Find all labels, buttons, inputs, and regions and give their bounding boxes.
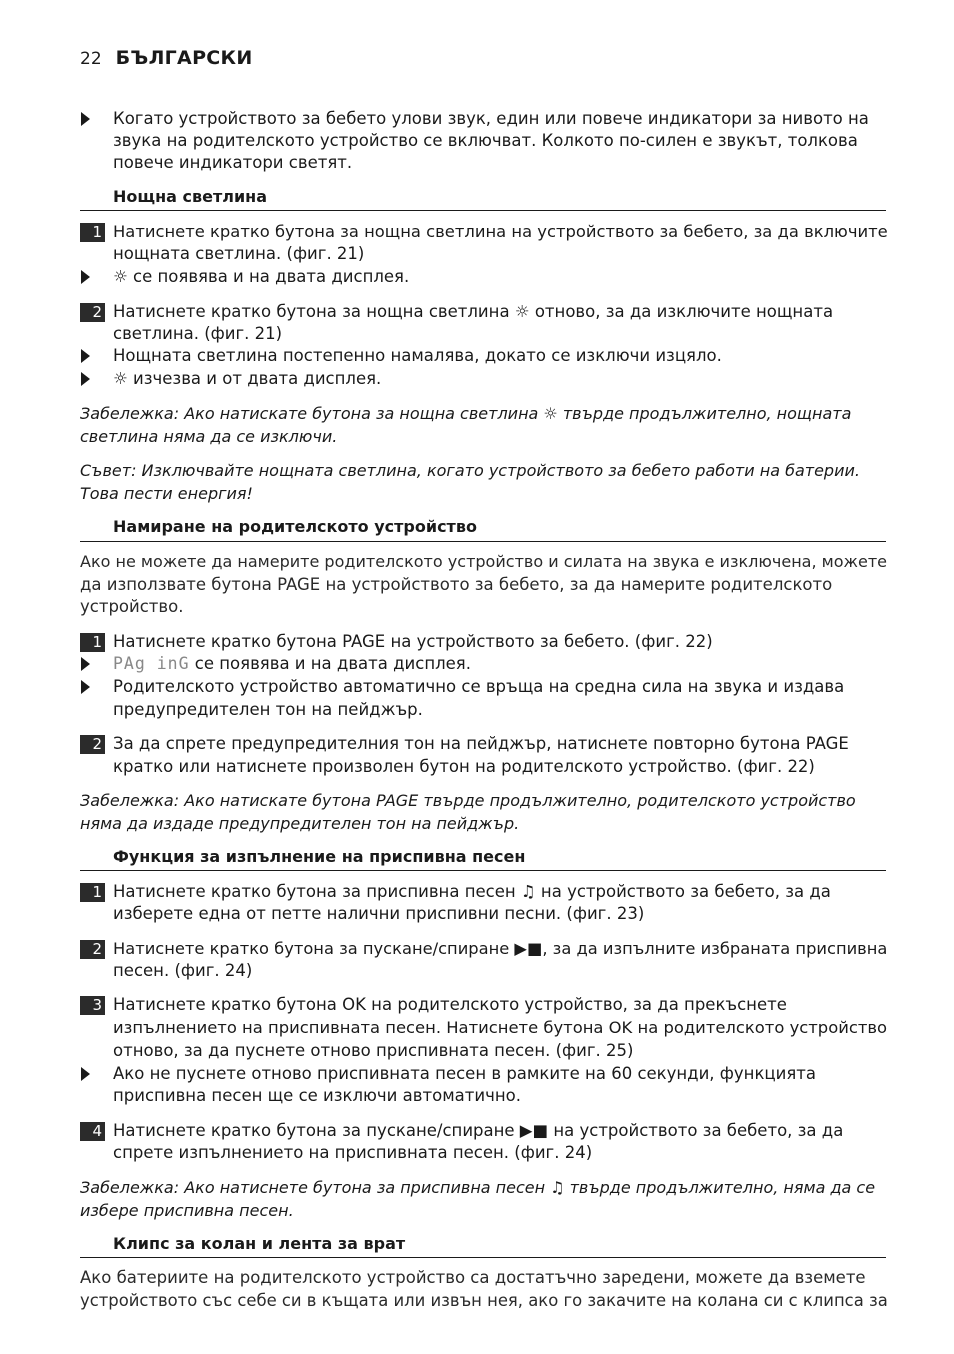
- bullet-line: Ако не пуснете отново приспивната песен в рамките на 60 секунди, функцията: [113, 1064, 817, 1083]
- step-number: 4: [80, 1122, 105, 1141]
- bullet-text: се появява и на двата дисплея.: [189, 654, 471, 673]
- step-line: спрете изпълнението на приспивната песен. (фиг. 24): [113, 1143, 593, 1162]
- intro-line: повече индикатори светят.: [113, 153, 353, 172]
- section-title-lullaby: Функция за изпълнение на приспивна песен: [113, 847, 526, 866]
- note-line: светлина няма да се изключи.: [80, 427, 338, 446]
- step-number: 2: [80, 940, 105, 959]
- paragraph-line: да използвате бутона PAGE на устройството за бебето, за да намерите родителското: [80, 575, 833, 594]
- bullet-line: предупредителен тон на пейджър.: [113, 700, 423, 719]
- section-rule: [80, 1257, 886, 1258]
- bullet-icon: [81, 270, 90, 284]
- bullet-icon: [81, 349, 90, 363]
- step-line: отново, за да пуснете отново приспивната песен. (фиг. 25): [113, 1041, 634, 1060]
- note-line: Забележка: Ако натискате бутона PAGE твърде продължително, родителското устройство: [80, 791, 856, 810]
- section-title-night-light: Нощна светлина: [113, 187, 268, 206]
- note-line: Забележка: Ако натиснете бутона за приспивна песен ♫ твърде продължително, няма да се: [80, 1178, 876, 1197]
- bullet-icon: [81, 372, 90, 386]
- step-line: Натиснете кратко бутона за приспивна песен ♫ на устройството за бебето, за да: [113, 882, 831, 901]
- step-number: 3: [80, 996, 105, 1015]
- note-line: избере приспивна песен.: [80, 1201, 294, 1220]
- bullet-line: [113, 653, 471, 675]
- paragraph-line: устройството със себе си в къщата или извън нея, ако го закачите на колана си с клипса за: [80, 1291, 888, 1310]
- section-rule: [80, 541, 886, 542]
- step-number: 1: [80, 223, 105, 242]
- lcd-display-text: PAg inG: [113, 654, 190, 673]
- step-line: Натиснете кратко бутона за нощна светлина ☼ отново, за да изключите нощната: [113, 302, 834, 321]
- step-number: 2: [80, 303, 105, 322]
- step-line: изберете една от петте налични приспивни песни. (фиг. 23): [113, 904, 645, 923]
- bullet-line: Родителското устройство автоматично се връща на средна сила на звука и издава: [113, 677, 845, 696]
- tip-line: Това пести енергия!: [80, 484, 253, 503]
- step-line: кратко или натиснете произволен бутон на родителското устройство. (фиг. 22): [113, 757, 815, 776]
- step-line: Натиснете кратко бутона PAGE на устройството за бебето. (фиг. 22): [113, 632, 713, 651]
- intro-line: звука на родителското устройство се включват. Колкото по-силен е звукът, толкова: [113, 131, 858, 150]
- step-line: Натиснете кратко бутона за нощна светлина на устройството за бебето, за да включите: [113, 222, 888, 241]
- bullet-line: приспивна песен ще се изключи автоматично.: [113, 1086, 521, 1105]
- section-title-find-parent: Намиране на родителското устройство: [113, 517, 477, 536]
- step-line: За да спрете предупредителния тон на пейджър, натиснете повторно бутона PAGE: [113, 734, 849, 753]
- bullet-line: Нощната светлина постепенно намалява, докато се изключи изцяло.: [113, 346, 722, 365]
- section-title-belt-clip: Клипс за колан и лента за врат: [113, 1234, 406, 1253]
- intro-line: Когато устройството за бебето улови звук, един или повече индикатори за нивото на: [113, 109, 869, 128]
- step-number: 1: [80, 883, 105, 902]
- tip-line: Съвет: Изключвайте нощната светлина, когато устройството за бебето работи на батерии.: [80, 461, 860, 480]
- step-line: песен. (фиг. 24): [113, 961, 253, 980]
- step-line: изпълнението на приспивната песен. Натиснете бутона OK на родителското устройство: [113, 1018, 888, 1037]
- bullet-line: ☼ изчезва и от двата дисплея.: [113, 369, 382, 388]
- step-line: Натиснете кратко бутона за пускане/спиране ▶■, за да изпълните избраната приспивна: [113, 939, 888, 958]
- bullet-icon: [81, 112, 90, 126]
- bullet-icon: [81, 1067, 90, 1081]
- paragraph-line: Ако не можете да намерите родителското устройство и силата на звука е изключена, можете: [80, 552, 888, 571]
- step-number: 1: [80, 633, 105, 652]
- note-line: няма да издаде предупредителен тон на пейджър.: [80, 814, 520, 833]
- step-line: Натиснете кратко бутона OK на родителското устройство, за да прекъснете: [113, 995, 787, 1014]
- paragraph-line: устройство.: [80, 597, 184, 616]
- bullet-icon: [81, 657, 90, 671]
- section-rule: [80, 210, 886, 211]
- paragraph-line: Ако батериите на родителското устройство са достатъчно заредени, можете да вземете: [80, 1268, 866, 1287]
- step-line: Натиснете кратко бутона за пускане/спиране ▶■ на устройството за бебето, за да: [113, 1121, 844, 1140]
- page-header: [80, 47, 253, 69]
- note-line: Забележка: Ако натискате бутона за нощна светлина ☼ твърде продължително, нощната: [80, 404, 852, 423]
- section-rule: [80, 870, 886, 871]
- bullet-line: ☼ се появява и на двата дисплея.: [113, 267, 410, 286]
- bullet-icon: [81, 680, 90, 694]
- step-line: нощната светлина. (фиг. 21): [113, 244, 365, 263]
- step-number: 2: [80, 735, 105, 754]
- language-heading: БЪЛГАРСКИ: [115, 47, 253, 69]
- page-number: 22: [80, 49, 102, 69]
- step-line: светлина. (фиг. 21): [113, 324, 283, 343]
